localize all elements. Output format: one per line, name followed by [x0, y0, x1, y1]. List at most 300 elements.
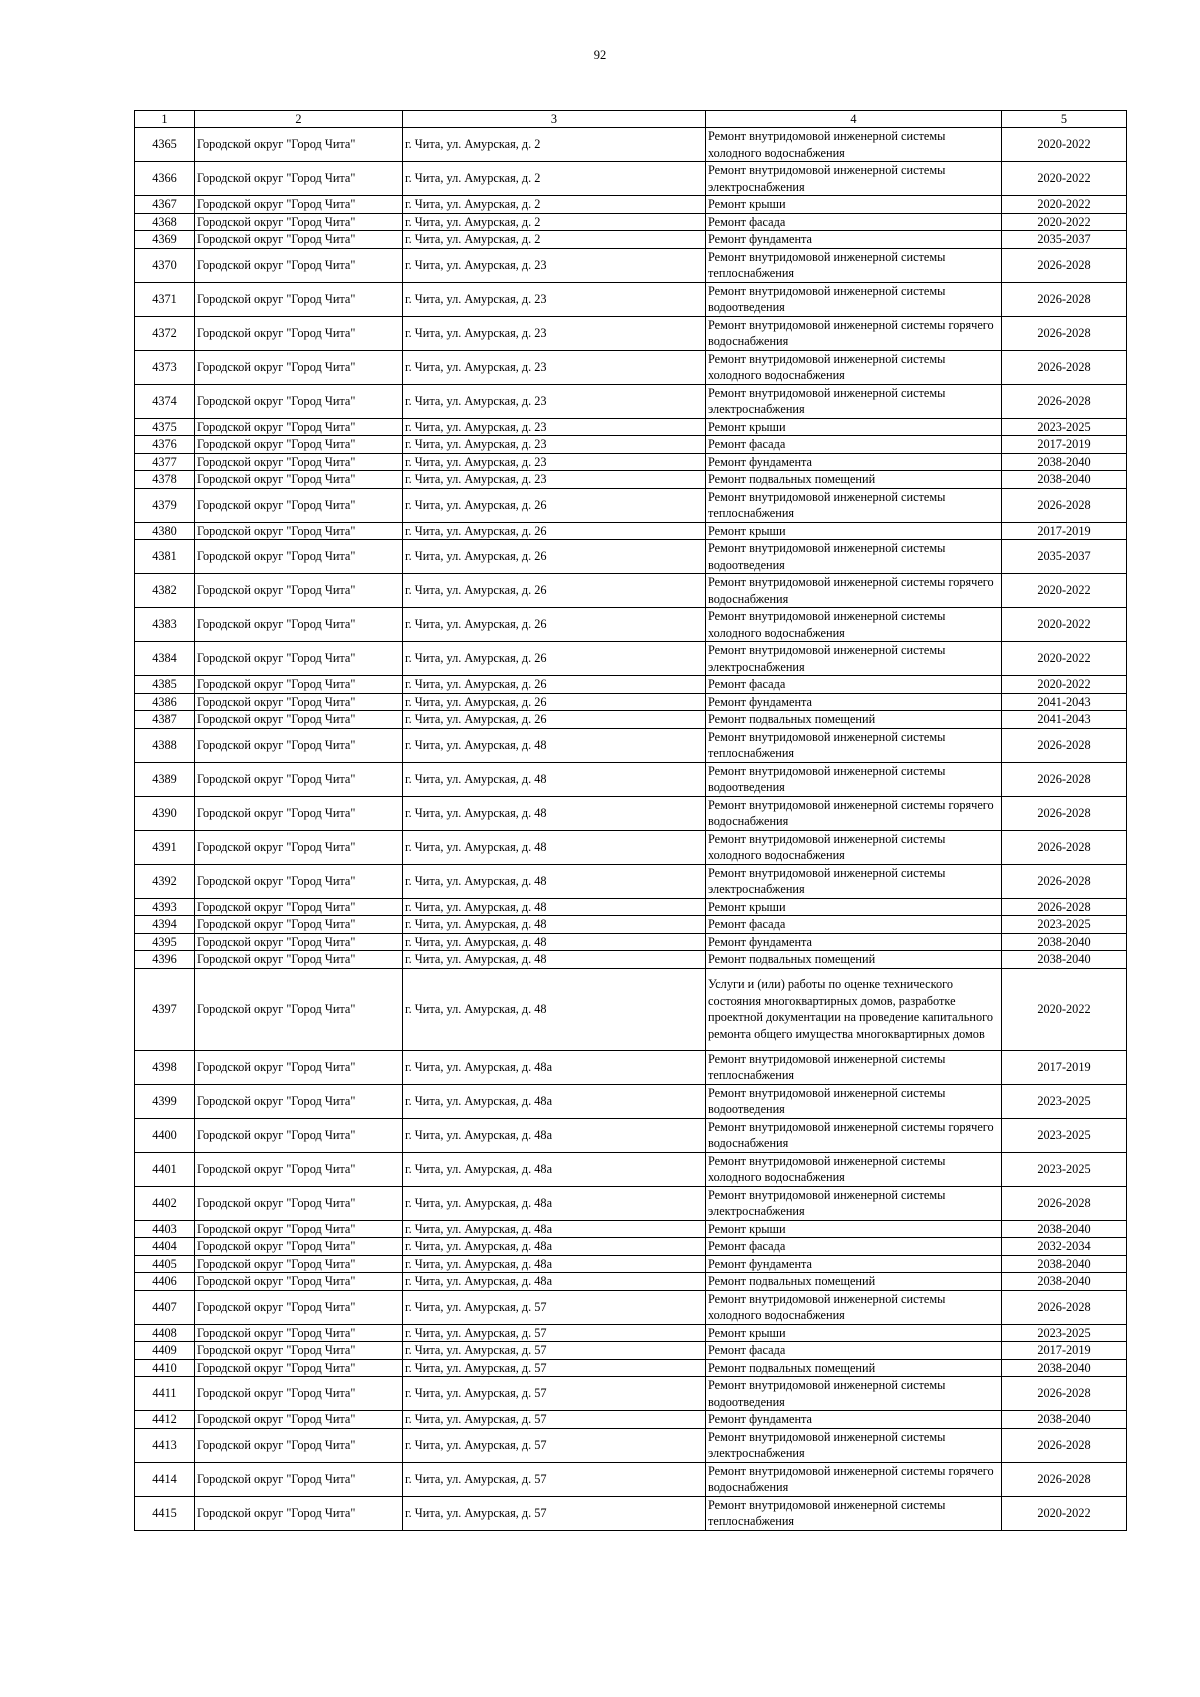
address-cell: г. Чита, ул. Амурская, д. 48а	[403, 1084, 706, 1118]
table-row	[135, 316, 1127, 350]
address-cell: г. Чита, ул. Амурская, д. 48а	[403, 1273, 706, 1291]
work-type-cell: Ремонт внутридомовой инженерной системы электроснабжения	[706, 384, 1002, 418]
address-cell: г. Чита, ул. Амурская, д. 2	[403, 128, 706, 162]
row-number-cell: 4376	[135, 436, 195, 454]
municipality-cell: Городской округ "Город Чита"	[195, 1220, 403, 1238]
work-type-cell: Ремонт внутридомовой инженерной системы холодного водоснабжения	[706, 350, 1002, 384]
table-row	[135, 693, 1127, 711]
address-cell: г. Чита, ул. Амурская, д. 23	[403, 350, 706, 384]
municipality-cell: Городской округ "Город Чита"	[195, 231, 403, 249]
period-cell: 2026-2028	[1002, 762, 1127, 796]
address-cell: г. Чита, ул. Амурская, д. 57	[403, 1342, 706, 1360]
address-cell: г. Чита, ул. Амурская, д. 26	[403, 608, 706, 642]
period-cell: 2035-2037	[1002, 540, 1127, 574]
work-type-cell: Ремонт подвальных помещений	[706, 1273, 1002, 1291]
table-row	[135, 951, 1127, 969]
row-number-cell: 4381	[135, 540, 195, 574]
row-number-cell: 4388	[135, 728, 195, 762]
table-row	[135, 471, 1127, 489]
municipality-cell: Городской округ "Город Чита"	[195, 796, 403, 830]
address-cell: г. Чита, ул. Амурская, д. 48а	[403, 1186, 706, 1220]
period-cell: 2032-2034	[1002, 1238, 1127, 1256]
row-number-cell: 4392	[135, 864, 195, 898]
row-number-cell: 4402	[135, 1186, 195, 1220]
municipality-cell: Городской округ "Город Чита"	[195, 711, 403, 729]
address-cell: г. Чита, ул. Амурская, д. 57	[403, 1377, 706, 1411]
period-cell: 2038-2040	[1002, 1273, 1127, 1291]
column-header-3: 3	[403, 111, 706, 128]
address-cell: г. Чита, ул. Амурская, д. 23	[403, 436, 706, 454]
municipality-cell: Городской округ "Город Чита"	[195, 471, 403, 489]
row-number-cell: 4384	[135, 642, 195, 676]
work-type-cell: Ремонт фасада	[706, 1238, 1002, 1256]
work-type-cell: Ремонт фасада	[706, 213, 1002, 231]
column-header-5: 5	[1002, 111, 1127, 128]
work-type-cell: Ремонт внутридомовой инженерной системы горячего водоснабжения	[706, 1118, 1002, 1152]
row-number-cell: 4401	[135, 1152, 195, 1186]
work-type-cell: Услуги и (или) работы по оценке технического состояния многоквартирных домов, разработке проектной документации на проведение капитального ремонта общего имущества многоквартирных домов	[706, 968, 1002, 1050]
municipality-cell: Городской округ "Город Чита"	[195, 213, 403, 231]
table-row	[135, 1496, 1127, 1530]
row-number-cell: 4394	[135, 916, 195, 934]
period-cell: 2035-2037	[1002, 231, 1127, 249]
row-number-cell: 4378	[135, 471, 195, 489]
period-cell: 2041-2043	[1002, 693, 1127, 711]
column-header-1: 1	[135, 111, 195, 128]
period-cell: 2026-2028	[1002, 350, 1127, 384]
row-number-cell: 4369	[135, 231, 195, 249]
address-cell: г. Чита, ул. Амурская, д. 2	[403, 213, 706, 231]
address-cell: г. Чита, ул. Амурская, д. 26	[403, 574, 706, 608]
municipality-cell: Городской округ "Город Чита"	[195, 1273, 403, 1291]
municipality-cell: Городской округ "Город Чита"	[195, 1342, 403, 1360]
period-cell: 2026-2028	[1002, 1428, 1127, 1462]
work-type-cell: Ремонт подвальных помещений	[706, 1359, 1002, 1377]
period-cell: 2041-2043	[1002, 711, 1127, 729]
row-number-cell: 4395	[135, 933, 195, 951]
address-cell: г. Чита, ул. Амурская, д. 26	[403, 693, 706, 711]
period-cell: 2020-2022	[1002, 213, 1127, 231]
period-cell: 2023-2025	[1002, 1118, 1127, 1152]
row-number-cell: 4409	[135, 1342, 195, 1360]
work-type-cell: Ремонт внутридомовой инженерной системы водоотведения	[706, 762, 1002, 796]
row-number-cell: 4410	[135, 1359, 195, 1377]
table-row	[135, 350, 1127, 384]
row-number-cell: 4377	[135, 453, 195, 471]
row-number-cell: 4390	[135, 796, 195, 830]
municipality-cell: Городской округ "Город Чита"	[195, 540, 403, 574]
period-cell: 2026-2028	[1002, 248, 1127, 282]
address-cell: г. Чита, ул. Амурская, д. 23	[403, 248, 706, 282]
row-number-cell: 4400	[135, 1118, 195, 1152]
row-number-cell: 4383	[135, 608, 195, 642]
table-row	[135, 1273, 1127, 1291]
row-number-cell: 4370	[135, 248, 195, 282]
row-number-cell: 4413	[135, 1428, 195, 1462]
municipality-cell: Городской округ "Город Чита"	[195, 1462, 403, 1496]
period-cell: 2038-2040	[1002, 1220, 1127, 1238]
address-cell: г. Чита, ул. Амурская, д. 48а	[403, 1152, 706, 1186]
period-cell: 2026-2028	[1002, 1186, 1127, 1220]
work-type-cell: Ремонт внутридомовой инженерной системы холодного водоснабжения	[706, 830, 1002, 864]
work-type-cell: Ремонт внутридомовой инженерной системы водоотведения	[706, 1084, 1002, 1118]
period-cell: 2023-2025	[1002, 916, 1127, 934]
row-number-cell: 4412	[135, 1411, 195, 1429]
period-cell: 2026-2028	[1002, 898, 1127, 916]
municipality-cell: Городской округ "Город Чита"	[195, 968, 403, 1050]
address-cell: г. Чита, ул. Амурская, д. 26	[403, 642, 706, 676]
row-number-cell: 4403	[135, 1220, 195, 1238]
municipality-cell: Городской округ "Город Чита"	[195, 933, 403, 951]
period-cell: 2020-2022	[1002, 676, 1127, 694]
period-cell: 2023-2025	[1002, 1084, 1127, 1118]
row-number-cell: 4367	[135, 196, 195, 214]
address-cell: г. Чита, ул. Амурская, д. 57	[403, 1428, 706, 1462]
period-cell: 2020-2022	[1002, 196, 1127, 214]
municipality-cell: Городской округ "Город Чита"	[195, 128, 403, 162]
work-type-cell: Ремонт крыши	[706, 1324, 1002, 1342]
table-row	[135, 1220, 1127, 1238]
table-row	[135, 1050, 1127, 1084]
table-row	[135, 676, 1127, 694]
address-cell: г. Чита, ул. Амурская, д. 48	[403, 864, 706, 898]
address-cell: г. Чита, ул. Амурская, д. 26	[403, 676, 706, 694]
period-cell: 2038-2040	[1002, 453, 1127, 471]
address-cell: г. Чита, ул. Амурская, д. 23	[403, 453, 706, 471]
work-type-cell: Ремонт фундамента	[706, 231, 1002, 249]
table-row	[135, 1118, 1127, 1152]
table-row	[135, 1428, 1127, 1462]
period-cell: 2026-2028	[1002, 864, 1127, 898]
address-cell: г. Чита, ул. Амурская, д. 48а	[403, 1118, 706, 1152]
period-cell: 2026-2028	[1002, 1462, 1127, 1496]
table-row	[135, 608, 1127, 642]
municipality-cell: Городской округ "Город Чита"	[195, 693, 403, 711]
work-type-cell: Ремонт внутридомовой инженерной системы холодного водоснабжения	[706, 1290, 1002, 1324]
address-cell: г. Чита, ул. Амурская, д. 26	[403, 522, 706, 540]
table-row	[135, 933, 1127, 951]
period-cell: 2020-2022	[1002, 1496, 1127, 1530]
municipality-cell: Городской округ "Город Чита"	[195, 1377, 403, 1411]
address-cell: г. Чита, ул. Амурская, д. 48	[403, 916, 706, 934]
row-number-cell: 4398	[135, 1050, 195, 1084]
period-cell: 2020-2022	[1002, 608, 1127, 642]
row-number-cell: 4389	[135, 762, 195, 796]
work-type-cell: Ремонт крыши	[706, 418, 1002, 436]
address-cell: г. Чита, ул. Амурская, д. 57	[403, 1496, 706, 1530]
address-cell: г. Чита, ул. Амурская, д. 57	[403, 1411, 706, 1429]
period-cell: 2017-2019	[1002, 1342, 1127, 1360]
work-type-cell: Ремонт фасада	[706, 916, 1002, 934]
table-row	[135, 1084, 1127, 1118]
address-cell: г. Чита, ул. Амурская, д. 48	[403, 933, 706, 951]
period-cell: 2026-2028	[1002, 728, 1127, 762]
period-cell: 2017-2019	[1002, 522, 1127, 540]
work-type-cell: Ремонт внутридомовой инженерной системы горячего водоснабжения	[706, 1462, 1002, 1496]
table-row	[135, 488, 1127, 522]
table-row	[135, 1359, 1127, 1377]
row-number-cell: 4408	[135, 1324, 195, 1342]
address-cell: г. Чита, ул. Амурская, д. 48	[403, 762, 706, 796]
municipality-cell: Городской округ "Город Чита"	[195, 951, 403, 969]
address-cell: г. Чита, ул. Амурская, д. 57	[403, 1359, 706, 1377]
row-number-cell: 4380	[135, 522, 195, 540]
municipality-cell: Городской округ "Город Чита"	[195, 522, 403, 540]
row-number-cell: 4368	[135, 213, 195, 231]
row-number-cell: 4397	[135, 968, 195, 1050]
table-row	[135, 248, 1127, 282]
municipality-cell: Городской округ "Город Чита"	[195, 1050, 403, 1084]
table-row	[135, 728, 1127, 762]
table-row	[135, 1377, 1127, 1411]
period-cell: 2020-2022	[1002, 574, 1127, 608]
work-type-cell: Ремонт внутридомовой инженерной системы электроснабжения	[706, 162, 1002, 196]
period-cell: 2038-2040	[1002, 1411, 1127, 1429]
table-row	[135, 916, 1127, 934]
period-cell: 2026-2028	[1002, 1290, 1127, 1324]
row-number-cell: 4382	[135, 574, 195, 608]
address-cell: г. Чита, ул. Амурская, д. 48а	[403, 1238, 706, 1256]
period-cell: 2038-2040	[1002, 1359, 1127, 1377]
table-row	[135, 1342, 1127, 1360]
municipality-cell: Городской округ "Город Чита"	[195, 1290, 403, 1324]
period-cell: 2020-2022	[1002, 968, 1127, 1050]
table-row	[135, 522, 1127, 540]
table-row	[135, 1324, 1127, 1342]
work-type-cell: Ремонт внутридомовой инженерной системы горячего водоснабжения	[706, 574, 1002, 608]
table-row	[135, 1152, 1127, 1186]
period-cell: 2026-2028	[1002, 488, 1127, 522]
work-type-cell: Ремонт подвальных помещений	[706, 471, 1002, 489]
work-type-cell: Ремонт внутридомовой инженерной системы холодного водоснабжения	[706, 128, 1002, 162]
municipality-cell: Городской округ "Город Чита"	[195, 898, 403, 916]
work-type-cell: Ремонт внутридомовой инженерной системы теплоснабжения	[706, 728, 1002, 762]
address-cell: г. Чита, ул. Амурская, д. 2	[403, 231, 706, 249]
period-cell: 2017-2019	[1002, 1050, 1127, 1084]
row-number-cell: 4391	[135, 830, 195, 864]
row-number-cell: 4411	[135, 1377, 195, 1411]
work-type-cell: Ремонт внутридомовой инженерной системы водоотведения	[706, 540, 1002, 574]
row-number-cell: 4393	[135, 898, 195, 916]
municipality-cell: Городской округ "Город Чита"	[195, 350, 403, 384]
municipality-cell: Городской округ "Город Чита"	[195, 1084, 403, 1118]
municipality-cell: Городской округ "Город Чита"	[195, 196, 403, 214]
work-type-cell: Ремонт внутридомовой инженерной системы холодного водоснабжения	[706, 608, 1002, 642]
municipality-cell: Городской округ "Город Чита"	[195, 488, 403, 522]
row-number-cell: 4396	[135, 951, 195, 969]
municipality-cell: Городской округ "Город Чита"	[195, 282, 403, 316]
table-row	[135, 162, 1127, 196]
municipality-cell: Городской округ "Город Чита"	[195, 1186, 403, 1220]
row-number-cell: 4374	[135, 384, 195, 418]
work-type-cell: Ремонт внутридомовой инженерной системы водоотведения	[706, 282, 1002, 316]
municipality-cell: Городской округ "Город Чита"	[195, 436, 403, 454]
work-type-cell: Ремонт внутридомовой инженерной системы горячего водоснабжения	[706, 316, 1002, 350]
row-number-cell: 4365	[135, 128, 195, 162]
period-cell: 2026-2028	[1002, 830, 1127, 864]
address-cell: г. Чита, ул. Амурская, д. 2	[403, 162, 706, 196]
address-cell: г. Чита, ул. Амурская, д. 23	[403, 282, 706, 316]
row-number-cell: 4415	[135, 1496, 195, 1530]
municipality-cell: Городской округ "Город Чита"	[195, 574, 403, 608]
table-row	[135, 231, 1127, 249]
municipality-cell: Городской округ "Город Чита"	[195, 1359, 403, 1377]
period-cell: 2023-2025	[1002, 418, 1127, 436]
municipality-cell: Городской округ "Город Чита"	[195, 864, 403, 898]
column-header-2: 2	[195, 111, 403, 128]
row-number-cell: 4399	[135, 1084, 195, 1118]
table-row	[135, 711, 1127, 729]
table-row	[135, 453, 1127, 471]
address-cell: г. Чита, ул. Амурская, д. 23	[403, 316, 706, 350]
work-type-cell: Ремонт фасада	[706, 676, 1002, 694]
row-number-cell: 4385	[135, 676, 195, 694]
table-row	[135, 540, 1127, 574]
table-row	[135, 762, 1127, 796]
table-row	[135, 384, 1127, 418]
period-cell: 2023-2025	[1002, 1152, 1127, 1186]
work-type-cell: Ремонт фундамента	[706, 933, 1002, 951]
municipality-cell: Городской округ "Город Чита"	[195, 642, 403, 676]
municipality-cell: Городской округ "Город Чита"	[195, 1152, 403, 1186]
table-row	[135, 1255, 1127, 1273]
municipality-cell: Городской округ "Город Чита"	[195, 1496, 403, 1530]
period-cell: 2020-2022	[1002, 128, 1127, 162]
address-cell: г. Чита, ул. Амурская, д. 57	[403, 1462, 706, 1496]
table-row	[135, 418, 1127, 436]
municipality-cell: Городской округ "Город Чита"	[195, 453, 403, 471]
municipality-cell: Городской округ "Город Чита"	[195, 608, 403, 642]
table-row	[135, 282, 1127, 316]
table-row	[135, 1238, 1127, 1256]
period-cell: 2023-2025	[1002, 1324, 1127, 1342]
table-body	[135, 128, 1127, 1531]
municipality-cell: Городской округ "Город Чита"	[195, 728, 403, 762]
work-type-cell: Ремонт внутридомовой инженерной системы водоотведения	[706, 1377, 1002, 1411]
row-number-cell: 4371	[135, 282, 195, 316]
row-number-cell: 4373	[135, 350, 195, 384]
period-cell: 2026-2028	[1002, 282, 1127, 316]
address-cell: г. Чита, ул. Амурская, д. 23	[403, 418, 706, 436]
work-type-cell: Ремонт внутридомовой инженерной системы электроснабжения	[706, 864, 1002, 898]
work-type-cell: Ремонт фасада	[706, 436, 1002, 454]
work-type-cell: Ремонт фундамента	[706, 693, 1002, 711]
work-type-cell: Ремонт подвальных помещений	[706, 951, 1002, 969]
repair-schedule-table	[134, 110, 1127, 1531]
row-number-cell: 4372	[135, 316, 195, 350]
period-cell: 2017-2019	[1002, 436, 1127, 454]
address-cell: г. Чита, ул. Амурская, д. 48	[403, 796, 706, 830]
row-number-cell: 4386	[135, 693, 195, 711]
table-row	[135, 213, 1127, 231]
address-cell: г. Чита, ул. Амурская, д. 48а	[403, 1220, 706, 1238]
work-type-cell: Ремонт внутридомовой инженерной системы теплоснабжения	[706, 1050, 1002, 1084]
work-type-cell: Ремонт фундамента	[706, 453, 1002, 471]
municipality-cell: Городской округ "Город Чита"	[195, 1118, 403, 1152]
address-cell: г. Чита, ул. Амурская, д. 48	[403, 898, 706, 916]
period-cell: 2038-2040	[1002, 933, 1127, 951]
table-row	[135, 196, 1127, 214]
period-cell: 2020-2022	[1002, 162, 1127, 196]
row-number-cell: 4405	[135, 1255, 195, 1273]
address-cell: г. Чита, ул. Амурская, д. 48а	[403, 1255, 706, 1273]
municipality-cell: Городской округ "Город Чита"	[195, 1324, 403, 1342]
address-cell: г. Чита, ул. Амурская, д. 57	[403, 1290, 706, 1324]
period-cell: 2038-2040	[1002, 471, 1127, 489]
work-type-cell: Ремонт внутридомовой инженерной системы теплоснабжения	[706, 1496, 1002, 1530]
address-cell: г. Чита, ул. Амурская, д. 48	[403, 830, 706, 864]
municipality-cell: Городской округ "Город Чита"	[195, 676, 403, 694]
period-cell: 2026-2028	[1002, 1377, 1127, 1411]
table-row	[135, 1411, 1127, 1429]
address-cell: г. Чита, ул. Амурская, д. 23	[403, 384, 706, 418]
work-type-cell: Ремонт подвальных помещений	[706, 711, 1002, 729]
page-number: 92	[593, 48, 607, 62]
table-row	[135, 1462, 1127, 1496]
work-type-cell: Ремонт крыши	[706, 898, 1002, 916]
table-row	[135, 642, 1127, 676]
row-number-cell: 4387	[135, 711, 195, 729]
work-type-cell: Ремонт внутридомовой инженерной системы электроснабжения	[706, 642, 1002, 676]
row-number-cell: 4375	[135, 418, 195, 436]
table-row	[135, 830, 1127, 864]
period-cell: 2038-2040	[1002, 951, 1127, 969]
table-row	[135, 574, 1127, 608]
municipality-cell: Городской округ "Город Чита"	[195, 418, 403, 436]
work-type-cell: Ремонт крыши	[706, 196, 1002, 214]
header-row	[135, 111, 1127, 128]
table-row	[135, 1290, 1127, 1324]
work-type-cell: Ремонт внутридомовой инженерной системы теплоснабжения	[706, 488, 1002, 522]
period-cell: 2020-2022	[1002, 642, 1127, 676]
work-type-cell: Ремонт крыши	[706, 1220, 1002, 1238]
table-row	[135, 436, 1127, 454]
address-cell: г. Чита, ул. Амурская, д. 26	[403, 711, 706, 729]
table-row	[135, 128, 1127, 162]
row-number-cell: 4414	[135, 1462, 195, 1496]
work-type-cell: Ремонт крыши	[706, 522, 1002, 540]
municipality-cell: Городской округ "Город Чита"	[195, 1238, 403, 1256]
table-row	[135, 864, 1127, 898]
work-type-cell: Ремонт внутридомовой инженерной системы холодного водоснабжения	[706, 1152, 1002, 1186]
address-cell: г. Чита, ул. Амурская, д. 26	[403, 488, 706, 522]
address-cell: г. Чита, ул. Амурская, д. 48	[403, 968, 706, 1050]
work-type-cell: Ремонт внутридомовой инженерной системы электроснабжения	[706, 1428, 1002, 1462]
municipality-cell: Городской округ "Город Чита"	[195, 316, 403, 350]
address-cell: г. Чита, ул. Амурская, д. 48	[403, 728, 706, 762]
municipality-cell: Городской округ "Город Чита"	[195, 248, 403, 282]
work-type-cell: Ремонт фундамента	[706, 1255, 1002, 1273]
row-number-cell: 4366	[135, 162, 195, 196]
table-row	[135, 796, 1127, 830]
work-type-cell: Ремонт внутридомовой инженерной системы электроснабжения	[706, 1186, 1002, 1220]
address-cell: г. Чита, ул. Амурская, д. 26	[403, 540, 706, 574]
table-row	[135, 898, 1127, 916]
row-number-cell: 4379	[135, 488, 195, 522]
row-number-cell: 4404	[135, 1238, 195, 1256]
municipality-cell: Городской округ "Город Чита"	[195, 830, 403, 864]
municipality-cell: Городской округ "Город Чита"	[195, 1255, 403, 1273]
period-cell: 2026-2028	[1002, 796, 1127, 830]
work-type-cell: Ремонт фасада	[706, 1342, 1002, 1360]
address-cell: г. Чита, ул. Амурская, д. 48	[403, 951, 706, 969]
address-cell: г. Чита, ул. Амурская, д. 23	[403, 471, 706, 489]
municipality-cell: Городской округ "Город Чита"	[195, 1411, 403, 1429]
municipality-cell: Городской округ "Город Чита"	[195, 916, 403, 934]
table-row	[135, 968, 1127, 1050]
table-row	[135, 1186, 1127, 1220]
address-cell: г. Чита, ул. Амурская, д. 57	[403, 1324, 706, 1342]
